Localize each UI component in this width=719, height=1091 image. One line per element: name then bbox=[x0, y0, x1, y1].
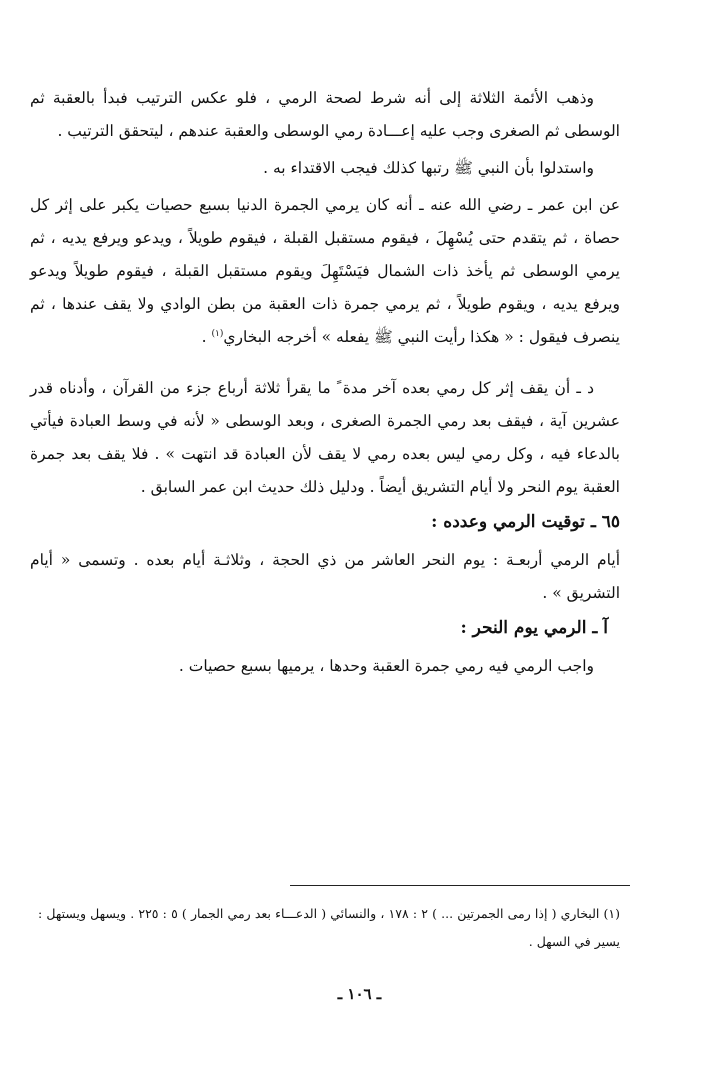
page-body bbox=[30, 82, 620, 683]
footnote-divider bbox=[290, 885, 630, 886]
section-heading: ٦٥ ـ توقيت الرمي وعدده : bbox=[431, 512, 620, 532]
paragraph-ibn-umar-hadith bbox=[30, 189, 620, 354]
footnote: (١) البخاري ( إذا رمى الجمرتين ... ) ٢ : ١٧٨ ، والنسائي ( الدعـــاء بعد رمي الجمار ) ٥ : ٢٢٥ . ويسهل ويستهل : يسير في السهل . bbox=[38, 906, 620, 949]
paragraph-days-of-throwing: أيام الرمي أربعـة : يوم النحر العاشر من ذي الحجة ، وثلاثـة أيام بعده . وتسمى « أيام التشريق » . bbox=[30, 551, 620, 602]
paragraph-standing-after-throw: د ـ أن يقف إثر كل رمي بعده آخر مدة ً ما يقرأ ثلاثة أرباع جزء من القرآن ، وأدناه قدر عشرين آية ، فيقف بعد رمي الجمرة الصغرى ، وبعد الوسطى « لأنه في وسط العبادة فيأتي بالدعاء فيه ، وكل رمي ليس بعده رمي لا يقف لأن العبادة قد انتهت » . فلا يقف بعد جمرة العقبة يوم النحر ولا أيام التشريق أيضاً . ودليل ذلك حديث ابن عمر السابق . bbox=[30, 379, 620, 496]
footnote-reference: (١) bbox=[211, 328, 224, 339]
hadith-end: . bbox=[201, 328, 212, 346]
page-number: ـ ١٠٦ ـ bbox=[337, 985, 382, 1003]
paragraph-order-condition: وذهب الأئمة الثلاثة إلى أنه شرط لصحة الرمي ، فلو عكس الترتيب فبدأ بالعقبة ثم الوسطى ثم الصغرى وجب عليه إعـــادة رمي الوسطى والعقبة عندهم ، ليتحقق الترتيب . bbox=[30, 89, 620, 140]
hadith-source: أخرجه البخاري bbox=[223, 328, 317, 346]
paragraph-evidence: واستدلوا بأن النبي ﷺ رتبها كذلك فيجب الاقتداء به . bbox=[263, 159, 594, 177]
hadith-text: عن ابن عمر ـ رضي الله عنه ـ أنه كان يرمي الجمرة الدنيا بسبع حصيات يكبر على إثر كل حصاة ، ثم يتقدم حتى يُسْهِلَ ، فيقوم مستقبل القبلة ، فيقوم طويلاً ، ويدعو ويرفع يديه ، ثم يرمي الوسطى ثم يأخذ ذات الشمال فيَسْتَهِلَ ويقوم مستقبل القبلة ، فيقوم طويلاً ويدعو ويرفع يديه ، ويقوم طويلاً ، ثم يرمي جمرة ذات العقبة من بطن الوادي ولا يقف عندها ، ثم ينصرف فيقول : « هكذا رأيت النبي ﷺ يفعله » bbox=[30, 196, 620, 346]
subheading-day-of-sacrifice: آ ـ الرمي يوم النحر : bbox=[460, 618, 608, 638]
paragraph-aqaba-throw: واجب الرمي فيه رمي جمرة العقبة وحدها ، يرميها بسبع حصيات . bbox=[178, 657, 594, 675]
